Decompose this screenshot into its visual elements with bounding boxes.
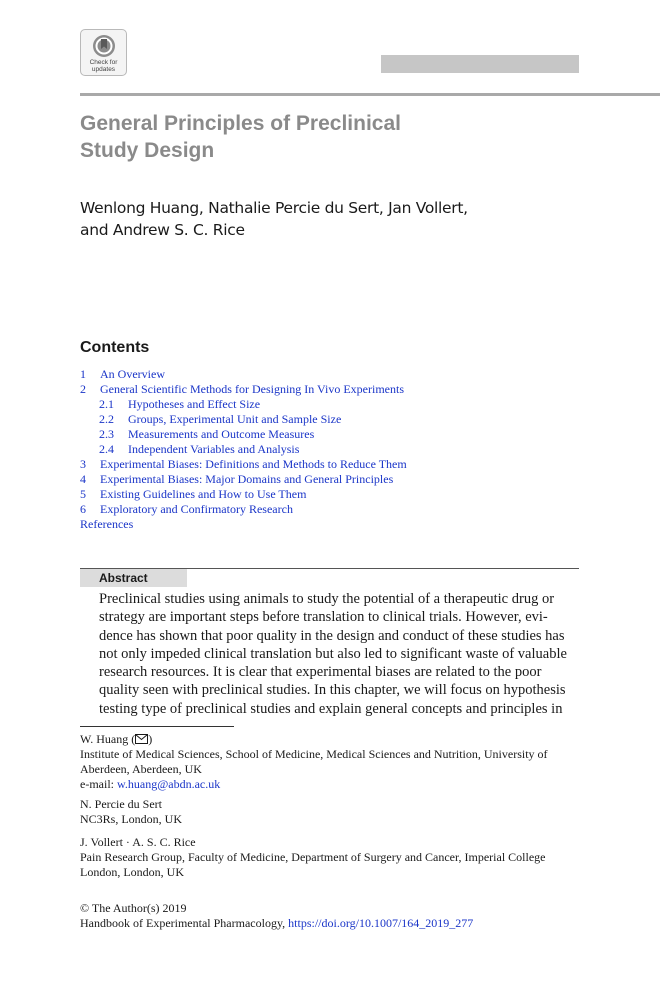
toc-number: 1 xyxy=(80,367,86,381)
toc-label: Measurements and Outcome Measures xyxy=(128,427,315,441)
check-for-updates-badge[interactable] xyxy=(80,29,127,76)
toc-number: 2.3 xyxy=(99,427,114,441)
toc-label: Existing Guidelines and How to Use Them xyxy=(100,487,307,501)
author-name: J. Vollert · A. S. C. Rice xyxy=(80,835,196,849)
abstract-text xyxy=(99,590,579,718)
title-divider xyxy=(80,93,660,96)
toc-label: Hypotheses and Effect Size xyxy=(128,397,261,411)
toc-link[interactable] xyxy=(80,427,600,442)
toc-number: 4 xyxy=(80,472,86,486)
copyright-block xyxy=(80,901,600,931)
toc-number: 2.2 xyxy=(99,412,114,426)
author-name-text: W. Huang ( xyxy=(80,732,136,746)
author-name: N. Percie du Sert xyxy=(80,797,162,811)
citation-line xyxy=(80,916,600,931)
toc-link-references[interactable] xyxy=(80,517,600,532)
running-header-bar xyxy=(381,55,579,73)
toc-label: Groups, Experimental Unit and Sample Size xyxy=(128,412,342,426)
toc-label: An Overview xyxy=(100,367,165,381)
chapter-title-line-2: Study Design xyxy=(80,139,215,162)
citation-prefix: Handbook of Experimental Pharmacology, xyxy=(80,916,289,930)
author-name-close: ) xyxy=(148,732,153,746)
abstract-line: Preclinical studies using animals to study the potential of a therapeutic drug or xyxy=(99,591,555,607)
affiliation-line: Aberdeen, Aberdeen, UK xyxy=(80,762,202,776)
email-link[interactable]: w.huang@abdn.ac.uk xyxy=(116,777,221,791)
badge-line-2: updates xyxy=(91,66,116,73)
abstract-line: not only impeded clinical translation but also led to significant waste of valuable xyxy=(99,645,567,662)
toc-number: 3 xyxy=(80,457,86,471)
author-line-1: Wenlong Huang, Nathalie Percie du Sert, Jan Vollert, xyxy=(80,199,468,217)
badge-label xyxy=(81,59,126,73)
copyright-line: © The Author(s) 2019 xyxy=(80,901,187,915)
toc-link[interactable] xyxy=(80,397,600,412)
toc-link[interactable] xyxy=(80,502,600,517)
author-name xyxy=(80,732,600,747)
toc-link[interactable] xyxy=(80,457,600,472)
table-of-contents xyxy=(80,367,600,532)
toc-label: Experimental Biases: Major Domains and General Principles xyxy=(100,472,394,486)
toc-link[interactable] xyxy=(80,412,600,427)
abstract-line: research resources. It is clear that experimental biases are related to the poor xyxy=(99,664,542,681)
bookmark-icon xyxy=(92,34,116,58)
abstract-line: quality seen with preclinical studies. In this chapter, we will focus on hypothesis xyxy=(99,682,566,699)
toc-link[interactable] xyxy=(80,442,600,457)
author-line-2: and Andrew S. C. Rice xyxy=(80,221,245,239)
affiliation-percie xyxy=(80,797,600,827)
affiliation-line: London, London, UK xyxy=(80,865,184,879)
toc-number: 2.4 xyxy=(99,442,114,456)
affiliation-line: NC3Rs, London, UK xyxy=(80,812,183,826)
badge-line-1: Check for xyxy=(89,59,118,66)
toc-label: Independent Variables and Analysis xyxy=(128,442,300,456)
chapter-title xyxy=(80,110,500,164)
email-label: e-mail: xyxy=(80,777,117,791)
affiliation-line: Pain Research Group, Faculty of Medicine, Department of Surgery and Cancer, Imperial College xyxy=(80,850,546,864)
toc-label: References xyxy=(80,517,134,531)
toc-number: 6 xyxy=(80,502,86,516)
toc-label: Exploratory and Confirmatory Research xyxy=(100,502,293,516)
affiliation-vollert-rice xyxy=(80,835,600,880)
abstract-line: strategy are important steps before translation to clinical trials. However, evi- xyxy=(99,609,548,626)
contents-heading: Contents xyxy=(80,339,150,356)
toc-link[interactable] xyxy=(80,472,600,487)
envelope-icon xyxy=(135,734,148,744)
affiliation-line: Institute of Medical Sciences, School of Medicine, Medical Sciences and Nutrition, University of xyxy=(80,747,548,761)
toc-link[interactable] xyxy=(80,382,600,397)
affiliation-huang xyxy=(80,732,600,792)
toc-label: Experimental Biases: Definitions and Methods to Reduce Them xyxy=(100,457,407,471)
chapter-title-line-1: General Principles of Preclinical xyxy=(80,112,401,135)
email-row xyxy=(80,777,600,792)
abstract-line: testing type of preclinical studies and explain general concepts and principles in xyxy=(99,700,563,717)
footnote-divider xyxy=(80,726,234,727)
toc-link[interactable] xyxy=(80,487,600,502)
toc-link[interactable] xyxy=(80,367,600,382)
abstract-heading: Abstract xyxy=(80,569,187,587)
abstract-line: dence has shown that poor quality in the design and conduct of these studies has xyxy=(99,627,565,644)
toc-label: General Scientific Methods for Designing In Vivo Experiments xyxy=(100,382,404,396)
toc-number: 5 xyxy=(80,487,86,501)
doi-link[interactable]: https://doi.org/10.1007/164_2019_277 xyxy=(288,916,474,930)
toc-number: 2.1 xyxy=(99,397,114,411)
toc-number: 2 xyxy=(80,382,86,396)
author-list xyxy=(80,197,560,241)
